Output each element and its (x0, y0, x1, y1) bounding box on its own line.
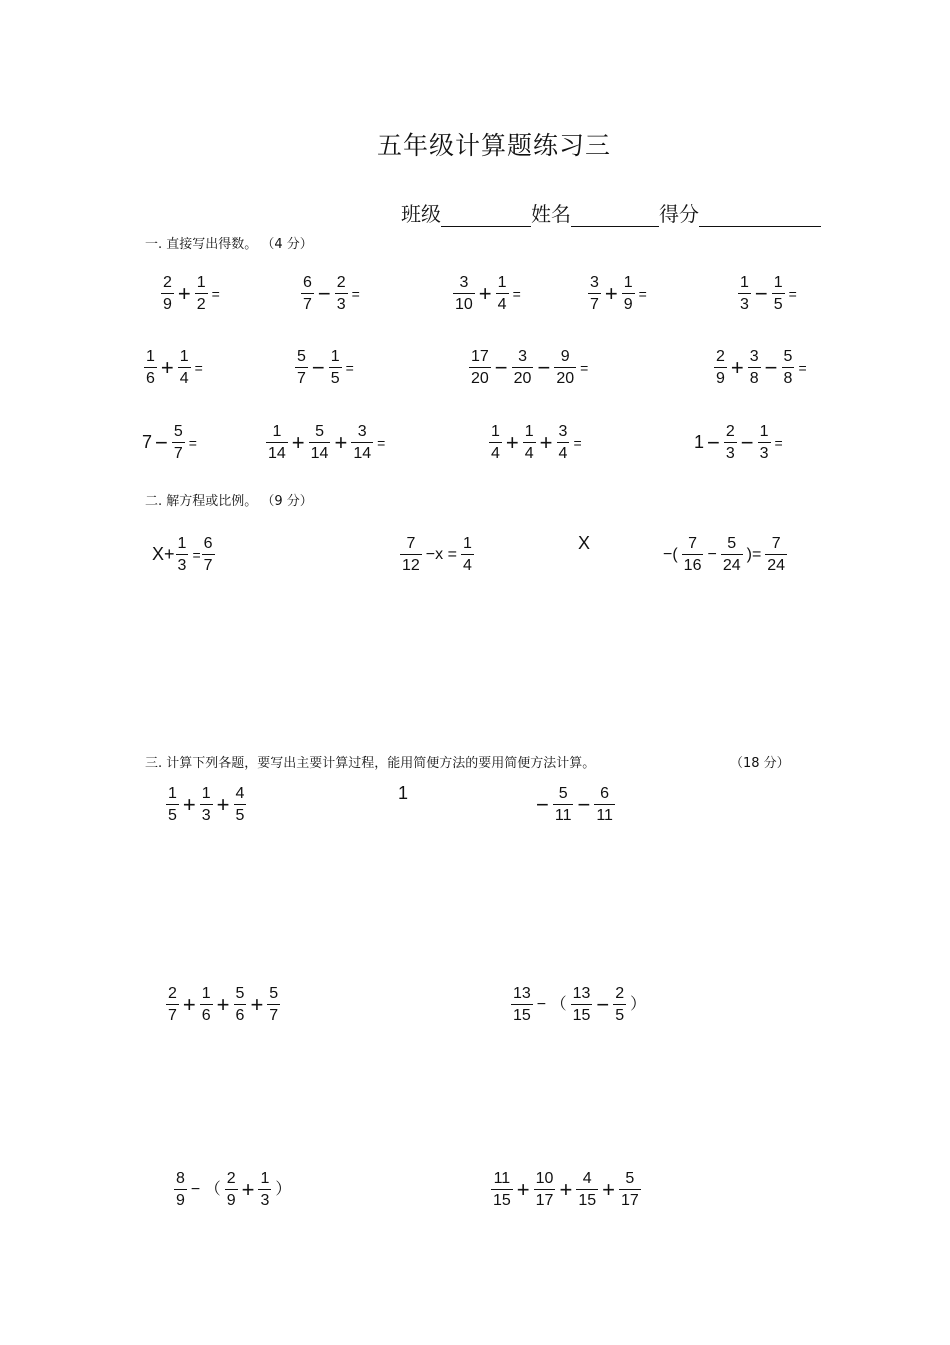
fraction (234, 783, 247, 826)
denominator: 5 (330, 370, 340, 387)
denominator: 20 (471, 370, 489, 387)
class-label: 班级 (401, 202, 441, 226)
operator: + (478, 280, 492, 306)
operator: − (596, 991, 610, 1017)
term: X+ (152, 544, 175, 564)
fraction (758, 421, 771, 464)
equals-sign: = (188, 434, 197, 451)
problem-11 (265, 421, 385, 464)
numerator: 1 (773, 274, 783, 291)
fraction (174, 1168, 187, 1211)
numerator: 3 (749, 348, 759, 365)
denominator: 8 (783, 370, 793, 387)
fraction (782, 346, 795, 389)
problem-15 (399, 533, 475, 576)
fraction (329, 346, 342, 389)
denominator: 20 (513, 370, 532, 387)
numerator: 2 (226, 1170, 236, 1187)
numerator: 5 (269, 985, 279, 1002)
denominator: 15 (513, 1007, 531, 1024)
operator: + (516, 1176, 530, 1202)
denominator: 5 (615, 1007, 625, 1024)
operator: )= (746, 545, 762, 563)
problem-10 (142, 421, 197, 464)
denominator: 7 (590, 296, 599, 313)
problem-20 (533, 783, 616, 826)
section-1-heading: 一. 直接写出得数。 （4 分） (145, 237, 313, 252)
denominator: 9 (623, 296, 633, 313)
fraction (588, 272, 601, 315)
fraction (295, 346, 308, 389)
fraction (594, 783, 615, 826)
fraction (309, 421, 331, 464)
denominator: 7 (173, 445, 183, 462)
term: X (578, 533, 591, 553)
denominator: 6 (235, 1007, 245, 1024)
fraction (301, 272, 314, 315)
operator: + (291, 429, 305, 455)
problem-12 (488, 421, 582, 464)
equals-sign: = (345, 359, 354, 376)
operator: − (764, 354, 778, 380)
denominator: 7 (297, 370, 306, 387)
fraction (172, 421, 185, 464)
numerator: 5 (173, 423, 183, 440)
denominator: 7 (269, 1007, 279, 1024)
fraction (738, 272, 751, 315)
section-3-points: （18 分） (730, 756, 790, 771)
score-label: 得分 (659, 202, 699, 226)
fraction (613, 983, 626, 1026)
denominator: 4 (524, 445, 534, 462)
denominator: 4 (462, 557, 472, 574)
equals-sign: = (774, 434, 783, 451)
numerator: 4 (582, 1170, 592, 1187)
fraction (453, 272, 475, 315)
denominator: 6 (201, 1007, 211, 1024)
section-3-heading: 三. 计算下列各题，要写出主要计算过程，能用简便方法的要用简便方法计算。 (145, 756, 596, 771)
numerator: 5 (558, 785, 568, 802)
operator: ） (630, 995, 647, 1013)
operator: − (707, 545, 717, 563)
section-2-heading: 二. 解方程或比例。 （9 分） (145, 494, 313, 509)
numerator: 13 (572, 985, 591, 1002)
operator: − (754, 280, 768, 306)
operator: − (537, 354, 551, 380)
fraction (195, 272, 208, 315)
numerator: 5 (727, 535, 737, 552)
numerator: 7 (406, 535, 416, 552)
denominator: 4 (497, 296, 507, 313)
numerator: 1 (740, 274, 749, 291)
fraction (266, 421, 288, 464)
page-title: 五年级计算题练习三 (376, 131, 611, 160)
numerator: 1 (462, 535, 472, 552)
numerator: 1 (179, 348, 189, 365)
numerator: 1 (168, 785, 177, 802)
numerator: 6 (203, 535, 213, 552)
problem-18 (165, 783, 247, 826)
operator: − （ (536, 995, 567, 1013)
fraction (161, 272, 174, 315)
denominator: 14 (268, 445, 286, 462)
equals-sign: = (351, 285, 360, 302)
denominator: 3 (336, 296, 346, 313)
denominator: 10 (455, 296, 473, 313)
numerator: 17 (471, 348, 489, 365)
name-blank[interactable] (571, 200, 659, 227)
class-blank[interactable] (441, 200, 531, 227)
equals-sign: = (192, 546, 201, 563)
numerator: 1 (201, 785, 211, 802)
numerator: 1 (201, 985, 211, 1002)
problem-21 (165, 983, 281, 1026)
numerator: 8 (176, 1170, 185, 1187)
fraction (400, 533, 422, 576)
fraction (351, 421, 373, 464)
numerator: 3 (558, 423, 568, 440)
problem-1 (160, 272, 220, 315)
operator: − (740, 429, 754, 455)
problem-14 (152, 533, 216, 576)
fraction (267, 983, 280, 1026)
problem-7 (294, 346, 354, 389)
numerator: 7 (771, 535, 781, 552)
operator: + (177, 280, 191, 306)
fraction (489, 421, 502, 464)
fraction (557, 421, 570, 464)
fraction (576, 1168, 598, 1211)
denominator: 8 (749, 370, 759, 387)
numerator: 6 (303, 274, 312, 291)
problem-8 (468, 346, 588, 389)
fraction (619, 1168, 641, 1211)
operator: + (250, 991, 264, 1017)
operator: + (241, 1176, 255, 1202)
denominator: 24 (722, 557, 741, 574)
denominator: 6 (146, 370, 155, 387)
denominator: 5 (168, 807, 177, 824)
operator: − (577, 791, 591, 817)
fraction (553, 783, 574, 826)
fraction (469, 346, 491, 389)
equals-sign: = (788, 285, 797, 302)
denominator: 12 (402, 557, 420, 574)
numerator: 5 (297, 348, 306, 365)
problem-5 (737, 272, 797, 315)
problem-19 (398, 783, 408, 804)
denominator: 15 (572, 1007, 591, 1024)
equals-sign: = (512, 285, 521, 302)
equals-sign: = (573, 434, 582, 451)
numerator: 4 (235, 785, 245, 802)
student-info-line (401, 200, 821, 227)
denominator: 14 (310, 445, 329, 462)
fraction (534, 1168, 556, 1211)
denominator: 9 (716, 370, 725, 387)
operator: + (182, 991, 196, 1017)
operator: −x = (425, 545, 457, 563)
numerator: 3 (357, 423, 367, 440)
score-blank[interactable] (699, 200, 821, 227)
operator: − (707, 429, 720, 455)
numerator: 5 (783, 348, 793, 365)
operator: + (505, 429, 519, 455)
problem-13 (694, 421, 783, 464)
equals-sign: = (798, 359, 807, 376)
denominator: 7 (168, 1007, 177, 1024)
fraction (571, 983, 593, 1026)
numerator: 6 (600, 785, 610, 802)
denominator: 3 (201, 807, 211, 824)
numerator: 7 (688, 535, 698, 552)
term: 1 (398, 783, 409, 803)
numerator: 1 (272, 423, 282, 440)
operator: ） (275, 1180, 292, 1198)
numerator: 3 (590, 274, 599, 291)
fraction (714, 346, 727, 389)
denominator: 3 (260, 1192, 270, 1209)
denominator: 11 (596, 807, 613, 824)
fraction (721, 533, 743, 576)
numerator: 1 (330, 348, 340, 365)
equals-sign: = (580, 359, 589, 376)
denominator: 5 (773, 296, 783, 313)
problem-3 (452, 272, 521, 315)
fraction (512, 346, 534, 389)
fraction (772, 272, 785, 315)
numerator: 1 (759, 423, 769, 440)
term: 7 (142, 432, 153, 452)
denominator: 7 (303, 296, 312, 313)
denominator: 5 (235, 807, 245, 824)
denominator: 15 (493, 1192, 511, 1209)
numerator: 10 (535, 1170, 554, 1187)
denominator: 3 (740, 296, 749, 313)
operator: − (311, 354, 325, 380)
numerator: 3 (459, 274, 469, 291)
numerator: 13 (513, 985, 531, 1002)
fraction (200, 783, 213, 826)
denominator: 20 (556, 370, 575, 387)
numerator: 1 (623, 274, 633, 291)
operator: + (334, 429, 348, 455)
fraction (554, 346, 576, 389)
denominator: 3 (177, 557, 187, 574)
problem-2 (300, 272, 360, 315)
numerator: 5 (315, 423, 324, 440)
numerator: 1 (196, 274, 206, 291)
denominator: 4 (558, 445, 568, 462)
fraction (258, 1168, 271, 1211)
fraction (765, 533, 787, 576)
operator: + (160, 354, 174, 380)
fraction (496, 272, 509, 315)
operator: + (602, 1176, 615, 1202)
fraction (176, 533, 189, 576)
numerator: 1 (491, 423, 500, 440)
denominator: 24 (767, 557, 786, 574)
fraction (511, 983, 533, 1026)
numerator: 2 (163, 274, 172, 291)
problem-17 (660, 533, 788, 576)
operator: + (604, 280, 618, 306)
equals-sign: = (638, 285, 647, 302)
fraction (200, 983, 213, 1026)
fraction (144, 346, 157, 389)
fraction (523, 421, 536, 464)
numerator: 1 (497, 274, 507, 291)
denominator: 14 (353, 445, 372, 462)
fraction (225, 1168, 238, 1211)
fraction (335, 272, 348, 315)
numerator: 3 (518, 348, 527, 365)
denominator: 3 (759, 445, 769, 462)
denominator: 9 (163, 296, 172, 313)
fraction (166, 983, 179, 1026)
operator: − (317, 280, 331, 306)
denominator: 17 (535, 1192, 554, 1209)
numerator: 2 (336, 274, 346, 291)
problem-6 (143, 346, 203, 389)
numerator: 1 (260, 1170, 270, 1187)
problem-4 (587, 272, 647, 315)
denominator: 17 (620, 1192, 639, 1209)
equals-sign: = (194, 359, 203, 376)
equals-sign: = (377, 434, 386, 451)
fraction (166, 783, 179, 826)
numerator: 1 (524, 423, 534, 440)
problem-16 (578, 533, 590, 554)
name-label: 姓名 (531, 202, 571, 226)
operator: + (216, 791, 230, 817)
denominator: 9 (176, 1192, 185, 1209)
denominator: 9 (226, 1192, 236, 1209)
numerator: 2 (168, 985, 177, 1002)
denominator: 15 (578, 1192, 597, 1209)
numerator: 2 (725, 423, 735, 440)
denominator: 4 (179, 370, 189, 387)
fraction (748, 346, 761, 389)
equals-sign: = (211, 285, 220, 302)
denominator: 2 (196, 296, 206, 313)
fraction (461, 533, 474, 576)
fraction (622, 272, 635, 315)
operator: + (539, 429, 553, 455)
operator: − (536, 791, 549, 817)
problem-22 (510, 983, 649, 1026)
fraction (491, 1168, 513, 1211)
fraction (724, 421, 737, 464)
operator: + (182, 791, 196, 817)
denominator: 7 (203, 557, 213, 574)
fraction (682, 533, 704, 576)
numerator: 1 (177, 535, 187, 552)
operator: + (730, 354, 744, 380)
operator: − (155, 429, 168, 455)
numerator: 9 (560, 348, 570, 365)
problem-9 (713, 346, 807, 389)
operator: − (494, 354, 508, 380)
numerator: 2 (716, 348, 725, 365)
numerator: 5 (235, 985, 245, 1002)
operator: + (216, 991, 230, 1017)
denominator: 3 (725, 445, 735, 462)
operator: + (559, 1176, 573, 1202)
problem-23 (173, 1168, 294, 1211)
operator: −( (663, 545, 678, 563)
numerator: 2 (615, 985, 625, 1002)
denominator: 16 (683, 557, 702, 574)
numerator: 1 (146, 348, 155, 365)
fraction (178, 346, 191, 389)
problem-24 (490, 1168, 642, 1211)
denominator: 11 (554, 807, 572, 824)
operator: − （ (190, 1180, 221, 1198)
numerator: 11 (493, 1170, 511, 1187)
fraction (202, 533, 215, 576)
denominator: 4 (491, 445, 500, 462)
term: 1 (694, 432, 705, 452)
numerator: 5 (625, 1170, 635, 1187)
fraction (234, 983, 247, 1026)
